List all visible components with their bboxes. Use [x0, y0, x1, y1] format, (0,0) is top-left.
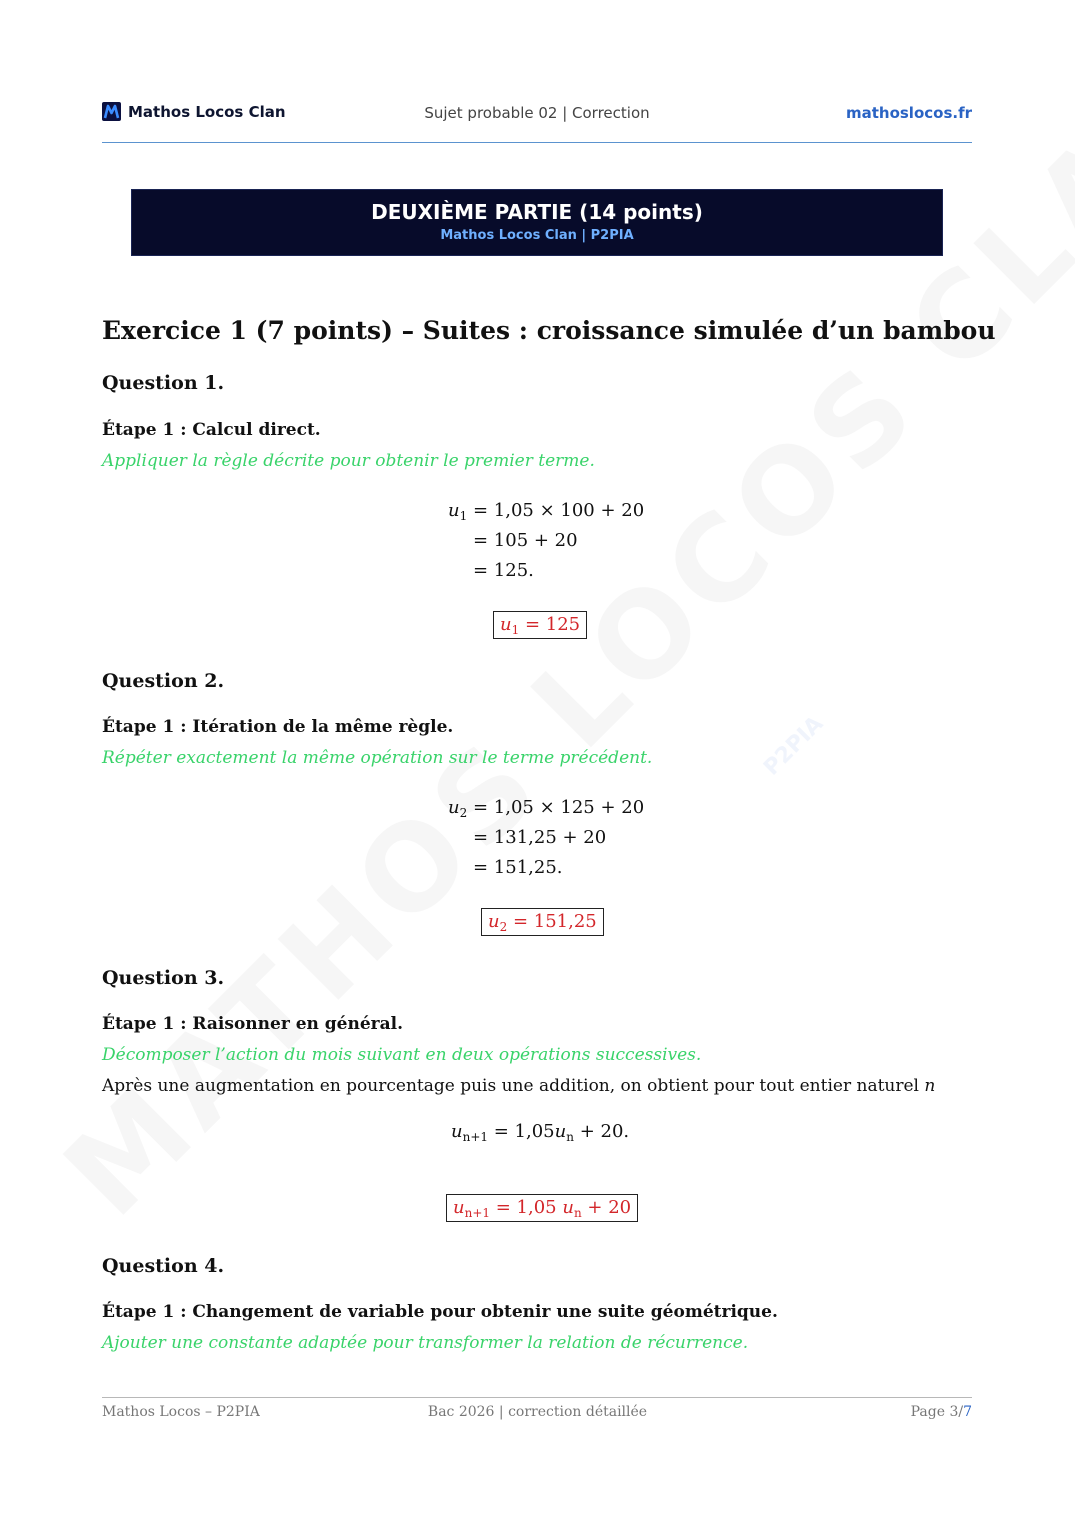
question-2-heading: Question 2.: [102, 670, 225, 692]
footer-divider: [102, 1397, 972, 1398]
question-3-step: Étape 1 : Raisonner en général.: [102, 1014, 404, 1034]
question-2-step: Étape 1 : Itération de la même règle.: [102, 717, 454, 737]
banner-subtitle: Mathos Locos Clan | P2PIA: [440, 228, 634, 243]
question-1-equations: $u_1 = 1,05 \times 100 + 20$ = 105 + 20 = 125.: [448, 500, 644, 590]
watermark-subtext: P2PIA: [759, 711, 829, 781]
equation-line: = 151,25.: [473, 857, 563, 878]
question-1-heading: Question 1.: [102, 372, 225, 394]
question-2-result: $u_2 = 151,25$: [481, 908, 604, 936]
equation-line: = 131,25 + 20: [473, 827, 607, 848]
question-3-heading: Question 3.: [102, 967, 225, 989]
total-pages-link[interactable]: 7: [963, 1404, 972, 1420]
brand-name: Mathos Locos Clan: [128, 102, 286, 121]
question-4-heading: Question 4.: [102, 1255, 225, 1277]
question-1-step: Étape 1 : Calcul direct.: [102, 420, 321, 440]
question-3-result: $u_{n+1} = 1,05$ $u_n + 20$: [446, 1194, 638, 1222]
question-4-hint: Ajouter une constante adaptée pour transformer la relation de récurrence.: [102, 1333, 749, 1353]
section-banner: [131, 189, 943, 256]
equation-line: = 125.: [473, 560, 534, 581]
footer-center: Bac 2026 | correction détaillée: [427, 1404, 648, 1420]
banner-title: DEUXIÈME PARTIE (14 points): [371, 200, 703, 224]
header-subject: Sujet probable 02 | Correction: [424, 104, 650, 122]
equation-line: = 105 + 20: [473, 530, 578, 551]
exercise-title: Exercice 1 (7 points) – Suites : croissance simulée d’un bambou: [102, 316, 996, 345]
equation-line: = 1,05 × 100 + 20: [472, 500, 645, 521]
page-header: [102, 100, 972, 130]
question-3-equation: $u_{n+1} = 1,05u_n + 20$.: [451, 1121, 630, 1144]
header-divider: [102, 142, 972, 143]
question-3-text: Après une augmentation en pourcentage puis une addition, on obtient pour tout entier naturel n: [102, 1076, 936, 1096]
question-3-hint: Décomposer l’action du mois suivant en deux opérations successives.: [102, 1045, 702, 1065]
question-1-hint: Appliquer la règle décrite pour obtenir le premier terme.: [102, 451, 595, 471]
question-2-hint: Répéter exactement la même opération sur le terme précédent.: [102, 748, 653, 768]
question-4-step: Étape 1 : Changement de variable pour obtenir une suite géométrique.: [102, 1302, 778, 1322]
question-2-equations: $u_2 = 1,05 \times 125 + 20$ = 131,25 + 20 = 151,25.: [448, 797, 644, 887]
page-number: Page 3/7: [910, 1404, 972, 1420]
question-1-result: $u_1 = 125$: [493, 611, 587, 639]
equation-line: = 1,05 × 125 + 20: [472, 797, 645, 818]
header-site-link[interactable]: mathoslocos.fr: [845, 104, 972, 122]
footer-left: Mathos Locos – P2PIA: [102, 1404, 260, 1420]
